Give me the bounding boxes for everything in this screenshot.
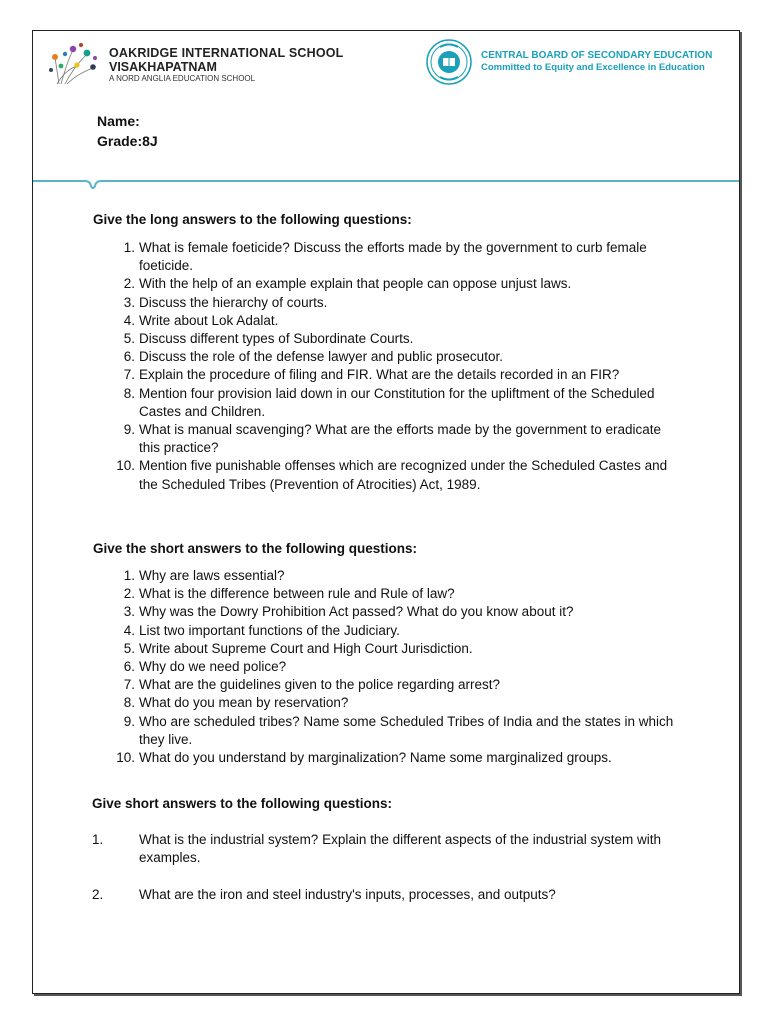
question-number: 3. [123, 604, 135, 620]
question-number: 8. [123, 695, 135, 711]
question-number: 2. [92, 887, 104, 902]
list-item [93, 676, 683, 694]
board-name: CENTRAL BOARD OF SECONDARY EDUCATION [481, 50, 713, 61]
question-number: 3. [123, 294, 135, 310]
list-item [93, 640, 683, 658]
question-number: 1. [123, 240, 135, 255]
list-item [93, 749, 683, 767]
question-text: What do you mean by reservation? [139, 695, 349, 711]
question-number: 2. [123, 586, 135, 602]
list-item [93, 457, 683, 493]
question-number: 1. [123, 568, 135, 583]
question-text: Discuss different types of Subordinate Courts. [139, 331, 414, 347]
question-number: 6. [123, 349, 135, 365]
section-title-short-2: Give short answers to the following questions: [92, 796, 393, 811]
list-item [93, 421, 683, 457]
question-number: 1. [92, 832, 104, 847]
school-tagline: A NORD ANGLIA EDUCATION SCHOOL [109, 74, 256, 83]
question-number: 2. [123, 276, 135, 292]
question-number: 9. [123, 713, 135, 729]
short-question-list [93, 567, 683, 767]
list-item [93, 294, 683, 312]
oakridge-logo-icon [47, 40, 107, 90]
question-text: Why are laws essential? [139, 568, 285, 583]
section-title-long: Give the long answers to the following questions: [93, 212, 412, 227]
question-text: Explain the procedure of filing and FIR. What are the details recorded in an FIR? [139, 367, 620, 383]
header-divider [33, 171, 739, 191]
question-number: 7. [123, 677, 135, 693]
cbse-seal-icon [426, 39, 472, 85]
question-text: Who are scheduled tribes? Name some Scheduled Tribes of India and the states in which they live. [139, 713, 674, 747]
question-text: What is the difference between rule and Rule of law? [139, 586, 455, 602]
list-item [93, 312, 683, 330]
question-number: 4. [123, 622, 135, 638]
question-text: List two important functions of the Judiciary. [139, 622, 400, 638]
school-city: VISAKHAPATNAM [109, 60, 217, 74]
question-number: 10. [116, 458, 135, 474]
question-number: 6. [123, 659, 135, 675]
long-question-list [93, 239, 683, 494]
question-number: 4. [123, 312, 135, 328]
question-text: What do you understand by marginalization? Name some marginalized groups. [139, 750, 612, 766]
worksheet-page [32, 30, 740, 994]
question-text: Why was the Dowry Prohibition Act passed? What do you know about it? [139, 604, 574, 620]
list-item [93, 275, 683, 293]
question-text: What is female foeticide? Discuss the efforts made by the government to curb female foeticide. [139, 240, 647, 274]
list-item [93, 713, 683, 749]
question-text: What is manual scavenging? What are the efforts made by the government to eradicate this practice? [139, 422, 662, 456]
question-number: 8. [123, 385, 135, 401]
list-item [93, 567, 683, 585]
list-item [93, 658, 683, 676]
list-item [93, 622, 683, 640]
page-shadow-bottom [34, 994, 742, 996]
student-name-label: Name: [97, 113, 140, 129]
list-item [93, 330, 683, 348]
question-text: Why do we need police? [139, 659, 287, 675]
question-text: What are the iron and steel industry's inputs, processes, and outputs? [139, 887, 556, 902]
school-name: OAKRIDGE INTERNATIONAL SCHOOL [109, 46, 344, 60]
list-item [93, 239, 683, 275]
question-text: Discuss the role of the defense lawyer and public prosecutor. [139, 349, 503, 365]
question-text: What are the guidelines given to the police regarding arrest? [139, 677, 500, 693]
question-number: 7. [123, 367, 135, 383]
page-shadow-right [740, 32, 742, 996]
question-number: 5. [123, 640, 135, 656]
board-motto: Committed to Equity and Excellence in Education [481, 62, 705, 73]
list-item [93, 603, 683, 621]
section-title-short: Give the short answers to the following questions: [93, 541, 418, 556]
question-text: Mention four provision laid down in our Constitution for the upliftment of the Scheduled Castes and Children. [139, 385, 655, 419]
list-item [93, 366, 683, 384]
question-number: 5. [123, 331, 135, 347]
question-text: Write about Lok Adalat. [139, 312, 279, 328]
question-number: 9. [123, 422, 135, 438]
list-item [93, 694, 683, 712]
list-item [93, 585, 683, 603]
question-text: What is the industrial system? Explain the different aspects of the industrial system with examples. [139, 832, 661, 866]
student-grade-label: Grade:8J [97, 133, 158, 149]
question-text: Write about Supreme Court and High Court Jurisdiction. [139, 640, 473, 656]
list-item [93, 385, 683, 421]
question-text: With the help of an example explain that people can oppose unjust laws. [139, 276, 572, 292]
question-number: 10. [116, 750, 135, 766]
question-text: Mention five punishable offenses which are recognized under the Scheduled Castes and the Scheduled Tribes (Prevention of Atrocities) Act, 1989. [139, 458, 668, 492]
list-item [93, 348, 683, 366]
question-text: Discuss the hierarchy of courts. [139, 294, 328, 310]
